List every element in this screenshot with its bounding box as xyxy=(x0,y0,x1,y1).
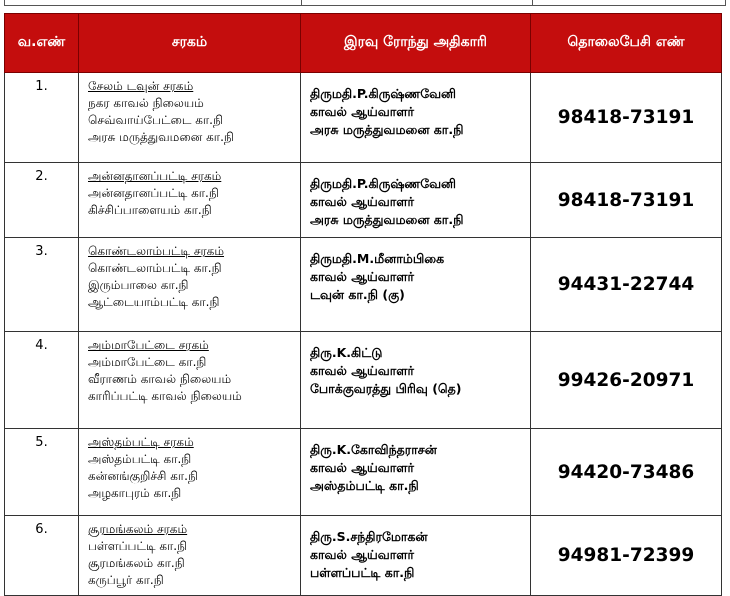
station-name: அம்மாபேட்டை கா.நி xyxy=(88,355,207,369)
station-name: கன்னங்குறிச்சி கா.நி xyxy=(88,469,198,483)
station-name: செவ்வாய்பேட்டை கா.நி xyxy=(88,113,223,127)
phone-number: 98418-73191 xyxy=(531,73,722,163)
officer-rank: காவல் ஆய்வாளர் xyxy=(310,363,415,378)
header-phone-number: தொலைபேசி எண் xyxy=(531,14,722,73)
serial-no: 4. xyxy=(5,332,79,429)
officer-cell xyxy=(301,73,531,163)
station-name: கிச்சிப்பாளையம் கா.நி xyxy=(88,203,212,217)
column-divider xyxy=(532,0,533,5)
officer-cell xyxy=(301,429,531,516)
officer-station: போக்குவரத்து பிரிவு (தெ) xyxy=(310,381,462,396)
station-name: கொண்டலாம்பட்டி கா.நி xyxy=(88,261,222,275)
officer-name: திருமதி.P.கிருஷ்ணவேனி xyxy=(310,176,457,191)
station-name: ஆட்டையாம்பட்டி கா.நி xyxy=(88,295,220,309)
station-name: அழகாபுரம் கா.நி xyxy=(88,486,182,500)
station-name: சூரமங்கலம் கா.நி xyxy=(88,556,185,570)
officer-station: அரசு மருத்துவமனை கா.நி xyxy=(310,122,464,137)
officer-name: திரு.S.சந்திரமோகன் xyxy=(310,529,428,544)
phone-number: 98418-73191 xyxy=(531,163,722,238)
range-cell xyxy=(79,163,301,238)
officer-cell xyxy=(301,332,531,429)
range-title: அன்னதானப்பட்டி சரகம் xyxy=(88,169,222,183)
station-name: அன்னதானப்பட்டி கா.நி xyxy=(88,186,219,200)
officer-cell xyxy=(301,516,531,596)
range-title: சூரமங்கலம் சரகம் xyxy=(88,522,188,536)
officer-cell xyxy=(301,238,531,332)
range-title: சேலம் டவுன் சரகம் xyxy=(88,79,194,93)
serial-no: 1. xyxy=(5,73,79,163)
table-row xyxy=(5,516,722,596)
officer-rank: காவல் ஆய்வாளர் xyxy=(310,194,415,209)
serial-no: 6. xyxy=(5,516,79,596)
range-cell xyxy=(79,429,301,516)
range-cell xyxy=(79,73,301,163)
previous-table-edge xyxy=(4,0,726,6)
range-title: அம்மாபேட்டை சரகம் xyxy=(88,338,209,352)
officer-name: திரு.K.கிட்டு xyxy=(310,345,383,360)
station-name: நகர காவல் நிலையம் xyxy=(88,96,204,110)
column-divider xyxy=(301,0,302,5)
station-name: இரும்பாலை கா.நி xyxy=(88,278,189,292)
table-row xyxy=(5,429,722,516)
officer-station: அரசு மருத்துவமனை கா.நி xyxy=(310,212,464,227)
phone-number: 94981-72399 xyxy=(531,516,722,596)
officer-cell xyxy=(301,163,531,238)
station-name: காரிப்பட்டி காவல் நிலையம் xyxy=(88,389,242,403)
station-name: அஸ்தம்பட்டி கா.நி xyxy=(88,452,192,466)
officer-rank: காவல் ஆய்வாளர் xyxy=(310,547,415,562)
officer-station: டவுன் கா.நி (கு) xyxy=(310,287,405,302)
serial-no: 5. xyxy=(5,429,79,516)
station-name: அரசு மருத்துவமனை கா.நி xyxy=(88,130,234,144)
officer-rank: காவல் ஆய்வாளர் xyxy=(310,460,415,475)
header-night-patrol-officer: இரவு ரோந்து அதிகாரி xyxy=(301,14,531,73)
officer-name: திரு.K.கோவிந்தராசன் xyxy=(310,442,437,457)
phone-number: 94431-22744 xyxy=(531,238,722,332)
serial-no: 3. xyxy=(5,238,79,332)
header-row xyxy=(5,14,722,73)
table-row xyxy=(5,238,722,332)
serial-no: 2. xyxy=(5,163,79,238)
officer-station: பள்ளப்பட்டி கா.நி xyxy=(310,565,415,580)
range-cell xyxy=(79,332,301,429)
officer-name: திருமதி.P.கிருஷ்ணவேனி xyxy=(310,86,457,101)
table-row xyxy=(5,73,722,163)
officer-rank: காவல் ஆய்வாளர் xyxy=(310,269,415,284)
station-name: பள்ளப்பட்டி கா.நி xyxy=(88,539,188,553)
officer-rank: காவல் ஆய்வாளர் xyxy=(310,104,415,119)
range-cell xyxy=(79,516,301,596)
range-title: அஸ்தம்பட்டி சரகம் xyxy=(88,435,194,449)
header-serial-no: வ.எண் xyxy=(5,14,79,73)
officer-station: அஸ்தம்பட்டி கா.நி xyxy=(310,478,419,493)
range-cell xyxy=(79,238,301,332)
night-patrol-table xyxy=(4,13,722,596)
phone-number: 94420-73486 xyxy=(531,429,722,516)
range-title: கொண்டலாம்பட்டி சரகம் xyxy=(88,244,225,258)
station-name: வீராணம் காவல் நிலையம் xyxy=(88,372,232,386)
header-range: சரகம் xyxy=(79,14,301,73)
phone-number: 99426-20971 xyxy=(531,332,722,429)
table-row xyxy=(5,332,722,429)
station-name: கருப்பூர் கா.நி xyxy=(88,573,164,587)
officer-name: திருமதி.M.மீனாம்பிகை xyxy=(310,251,445,266)
table-row xyxy=(5,163,722,238)
